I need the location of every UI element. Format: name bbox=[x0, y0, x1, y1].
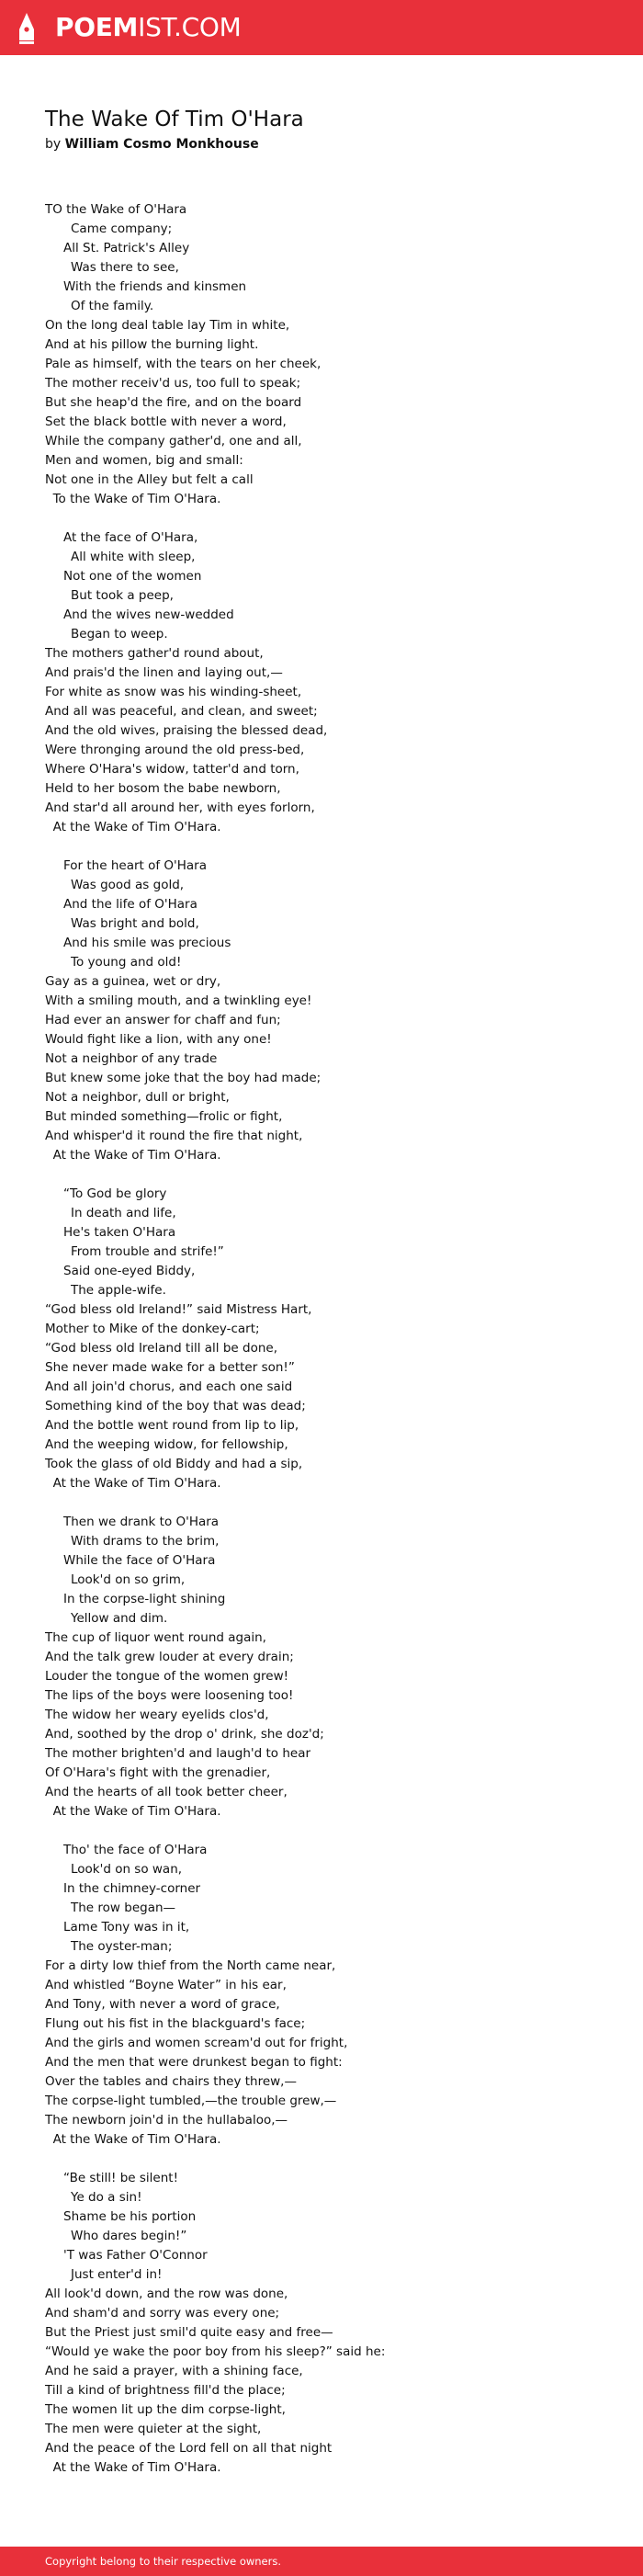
poem-line: Flung out his fist in the blackguard's face; bbox=[45, 2016, 306, 2031]
poem-line: The mothers gather'd round about, bbox=[45, 646, 264, 661]
poem-line: With a smiling mouth, and a twinkling eye! bbox=[45, 993, 312, 1008]
poem-line: “Would ye wake the poor boy from his sleep?” said he: bbox=[45, 2344, 386, 2359]
poem-line: Not one in the Alley but felt a call bbox=[45, 472, 254, 487]
poem-line: Just enter'd in! bbox=[71, 2267, 163, 2282]
poem-line: The women lit up the dim corpse-light, bbox=[45, 2402, 286, 2417]
poem-line: Yellow and dim. bbox=[71, 1611, 168, 1626]
poem-line: And the talk grew louder at every drain; bbox=[45, 1650, 294, 1664]
poem-line: With drams to the brim, bbox=[71, 1534, 220, 1549]
poem-stanza bbox=[45, 1185, 615, 1493]
poem-line: And the old wives, praising the blessed dead, bbox=[45, 723, 328, 738]
poem-line: And the girls and women scream'd out for fright, bbox=[45, 2036, 348, 2050]
poem-line: And the peace of the Lord fell on all that night bbox=[45, 2441, 333, 2456]
poem-line: In the corpse-light shining bbox=[63, 1592, 226, 1606]
poem-line: And the men that were drunkest began to fight: bbox=[45, 2055, 343, 2070]
poem-line: In the chimney-corner bbox=[63, 1881, 201, 1896]
poem-line: Held to her bosom the babe newborn, bbox=[45, 781, 281, 796]
poem-line: Were thronging around the old press-bed, bbox=[45, 743, 305, 757]
poem-line: The widow her weary eyelids clos'd, bbox=[45, 1708, 269, 1722]
logo-bold-text: POEM bbox=[55, 12, 139, 42]
poem-line: While the face of O'Hara bbox=[63, 1553, 216, 1568]
poem-line: Was good as gold, bbox=[71, 878, 185, 892]
copyright-text: Copyright belong to their respective owners. bbox=[45, 2555, 282, 2568]
poem-stanza bbox=[45, 1513, 615, 1821]
site-footer bbox=[0, 2547, 643, 2576]
poem-line: Mother to Mike of the donkey-cart; bbox=[45, 1322, 260, 1336]
poem-line: And the life of O'Hara bbox=[63, 897, 197, 912]
poem-line: Not a neighbor of any trade bbox=[45, 1051, 218, 1066]
poem-line: “God bless old Ireland till all be done, bbox=[45, 1341, 277, 1356]
poem-line: The men were quieter at the sight, bbox=[45, 2422, 262, 2436]
poem-line: The lips of the boys were loosening too! bbox=[45, 1688, 294, 1703]
poem-line: TO the Wake of O'Hara bbox=[45, 202, 187, 217]
poem-line: “God bless old Ireland!” said Mistress Hart, bbox=[45, 1302, 312, 1317]
poem-stanza bbox=[45, 2169, 615, 2478]
poem-line: The mother receiv'd us, too full to speak; bbox=[45, 376, 301, 391]
poem-line: All white with sleep, bbox=[71, 550, 196, 564]
poem-line: Set the black bottle with never a word, bbox=[45, 414, 287, 429]
poem-line: Something kind of the boy that was dead; bbox=[45, 1399, 306, 1413]
poem-line: Said one-eyed Biddy, bbox=[63, 1264, 196, 1278]
poem-line: And the bottle went round from lip to lip, bbox=[45, 1418, 299, 1433]
poem-line: Had ever an answer for chaff and fun; bbox=[45, 1013, 281, 1027]
poem-line: And his smile was precious bbox=[63, 936, 231, 950]
poem-line: The newborn join'd in the hullabaloo,— bbox=[45, 2113, 288, 2128]
poem-line: From trouble and strife!” bbox=[71, 1244, 224, 1259]
poem-line: Men and women, big and small: bbox=[45, 453, 243, 468]
poem-line: The apple-wife. bbox=[71, 1283, 166, 1298]
poem-line: But minded something—frolic or fight, bbox=[45, 1109, 283, 1124]
poem-line: Gay as a guinea, wet or dry, bbox=[45, 974, 221, 989]
quill-pen-icon[interactable] bbox=[18, 13, 35, 44]
poem-line: Lame Tony was in it, bbox=[63, 1920, 190, 1935]
poem-line: Shame be his portion bbox=[63, 2209, 197, 2224]
poem-stanza bbox=[45, 1841, 615, 2150]
poem-line: Pale as himself, with the tears on her cheek, bbox=[45, 357, 322, 371]
poem-line: Look'd on so wan, bbox=[71, 1862, 183, 1877]
poem-line: And he said a prayer, with a shining face, bbox=[45, 2364, 303, 2378]
poem-line: And Tony, with never a word of grace, bbox=[45, 1997, 280, 2012]
poem-line: At the face of O'Hara, bbox=[63, 530, 198, 545]
poem-line: The mother brighten'd and laugh'd to hear bbox=[45, 1746, 311, 1761]
poem-line: But she heap'd the fire, and on the board bbox=[45, 395, 302, 410]
poem-line: Began to weep. bbox=[71, 627, 168, 641]
poem-line: And whisper'd it round the fire that night, bbox=[45, 1129, 303, 1143]
poem-line: 'T was Father O'Connor bbox=[63, 2248, 208, 2263]
poem-line: And sham'd and sorry was every one; bbox=[45, 2306, 280, 2321]
poem-line: Of O'Hara's fight with the grenadier, bbox=[45, 1765, 271, 1780]
poem-line: All St. Patrick's Alley bbox=[63, 241, 190, 255]
poem-line: Took the glass of old Biddy and had a sip, bbox=[45, 1457, 303, 1471]
logo-light-text: IST.COM bbox=[138, 12, 242, 42]
poem-line: For a dirty low thief from the North came near, bbox=[45, 1958, 336, 1973]
poem-line: Not one of the women bbox=[63, 569, 202, 584]
poem-line: But took a peep, bbox=[71, 588, 174, 603]
site-header bbox=[0, 0, 643, 55]
poem-line: Was there to see, bbox=[71, 260, 179, 275]
poem-line: At the Wake of Tim O'Hara. bbox=[45, 2460, 221, 2475]
poem-line: And prais'd the linen and laying out,— bbox=[45, 665, 283, 680]
site-logo[interactable] bbox=[55, 14, 242, 41]
poem-line: At the Wake of Tim O'Hara. bbox=[45, 820, 221, 834]
poem-line: While the company gather'd, one and all, bbox=[45, 434, 302, 448]
poem-line: And, soothed by the drop o' drink, she doz'd; bbox=[45, 1727, 324, 1742]
poem-line: To the Wake of Tim O'Hara. bbox=[45, 492, 221, 506]
poem-line: At the Wake of Tim O'Hara. bbox=[45, 1476, 221, 1491]
poem-line: The row began— bbox=[71, 1901, 176, 1915]
poem-line: And the wives new-wedded bbox=[63, 607, 234, 622]
poem-line: To young and old! bbox=[71, 955, 182, 970]
poem-line: He's taken O'Hara bbox=[63, 1225, 176, 1240]
poem-line: Ye do a sin! bbox=[71, 2190, 142, 2205]
poem-line: And whistled “Boyne Water” in his ear, bbox=[45, 1978, 287, 1992]
poem-line: Over the tables and chairs they threw,— bbox=[45, 2074, 297, 2089]
poem-line: Tho' the face of O'Hara bbox=[63, 1843, 208, 1857]
poem-line: The oyster-man; bbox=[71, 1939, 173, 1954]
poem-line: Look'd on so grim, bbox=[71, 1572, 186, 1587]
poem-stanza bbox=[45, 857, 615, 1165]
poem-line: For white as snow was his winding-sheet, bbox=[45, 685, 302, 699]
poem-line: On the long deal table lay Tim in white, bbox=[45, 318, 290, 333]
poem-line: Till a kind of brightness fill'd the place; bbox=[45, 2383, 286, 2398]
byline-prefix: by bbox=[45, 137, 62, 152]
poem-line: At the Wake of Tim O'Hara. bbox=[45, 1148, 221, 1163]
poem-line: Louder the tongue of the women grew! bbox=[45, 1669, 289, 1684]
poem-stanza bbox=[45, 200, 615, 509]
poem-title: The Wake Of Tim O'Hara bbox=[45, 108, 304, 131]
poem-line: And the hearts of all took better cheer, bbox=[45, 1785, 288, 1799]
poem-line: But knew some joke that the boy had made; bbox=[45, 1071, 322, 1085]
poem-line: But the Priest just smil'd quite easy and free— bbox=[45, 2325, 333, 2340]
poem-line: Was bright and bold, bbox=[71, 916, 199, 931]
poem-line: With the friends and kinsmen bbox=[63, 279, 247, 294]
poem-line: Came company; bbox=[71, 221, 173, 236]
poem-line: The cup of liquor went round again, bbox=[45, 1630, 266, 1645]
poem-line: She never made wake for a better son!” bbox=[45, 1360, 295, 1375]
poem-line: Where O'Hara's widow, tatter'd and torn, bbox=[45, 762, 299, 777]
poem-line: And at his pillow the burning light. bbox=[45, 337, 259, 352]
poem-line: Who dares begin!” bbox=[71, 2229, 187, 2243]
poem-line: And all join'd chorus, and each one said bbox=[45, 1379, 293, 1394]
poem-line: “To God be glory bbox=[63, 1186, 167, 1201]
poem-byline bbox=[45, 136, 259, 153]
poem-line: At the Wake of Tim O'Hara. bbox=[45, 2132, 221, 2147]
poem-line: Would fight like a lion, with any one! bbox=[45, 1032, 272, 1047]
poem-line: For the heart of O'Hara bbox=[63, 858, 207, 873]
poem-line: The corpse-light tumbled,—the trouble grew,— bbox=[45, 2094, 337, 2108]
poem-line: And the weeping widow, for fellowship, bbox=[45, 1437, 288, 1452]
poem-body bbox=[45, 200, 615, 2497]
poem-line: Of the family. bbox=[71, 299, 154, 313]
poem-line: And star'd all around her, with eyes forlorn, bbox=[45, 800, 315, 815]
poem-line: In death and life, bbox=[71, 1206, 176, 1220]
poem-line: All look'd down, and the row was done, bbox=[45, 2287, 288, 2301]
poem-line: And all was peaceful, and clean, and sweet; bbox=[45, 704, 318, 719]
poem-line: “Be still! be silent! bbox=[63, 2171, 178, 2185]
poem-line: Not a neighbor, dull or bright, bbox=[45, 1090, 230, 1105]
author-link[interactable]: William Cosmo Monkhouse bbox=[64, 137, 259, 152]
poem-line: Then we drank to O'Hara bbox=[63, 1515, 220, 1529]
poem-line: At the Wake of Tim O'Hara. bbox=[45, 1804, 221, 1819]
poem-stanza bbox=[45, 528, 615, 837]
